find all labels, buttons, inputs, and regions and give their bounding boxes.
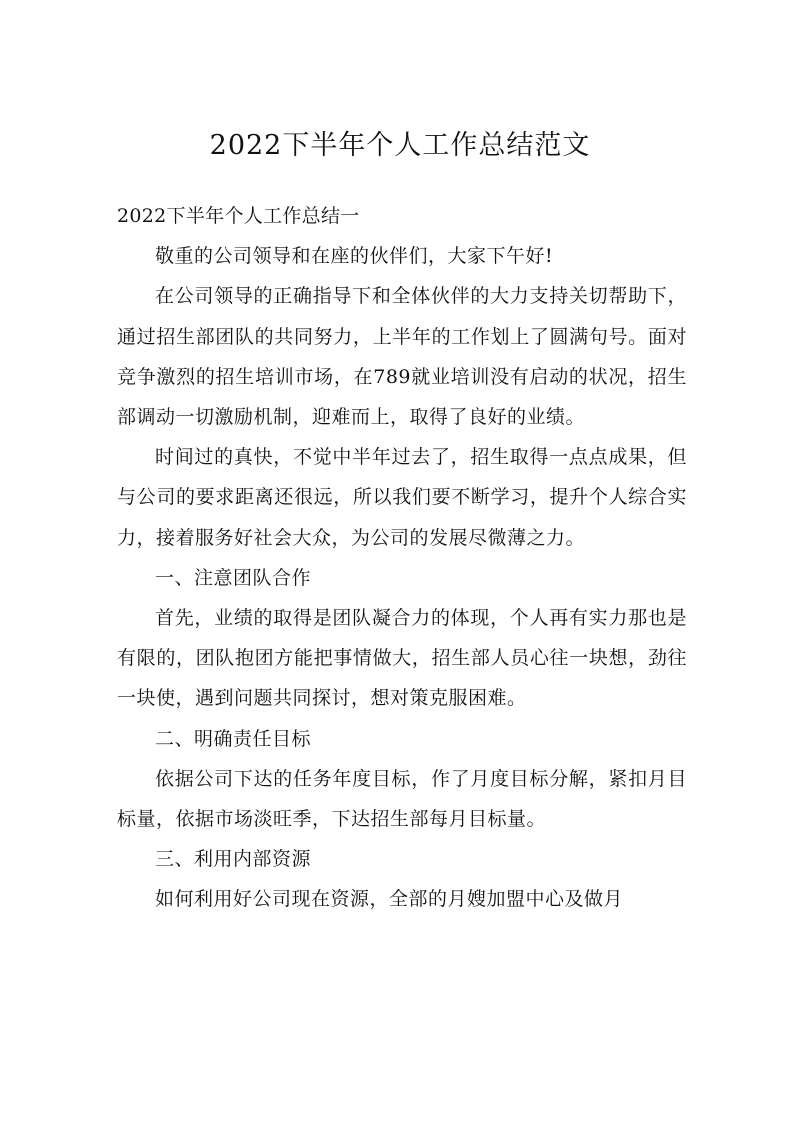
paragraph-resources: 如何利用好公司现在资源，全部的月嫂加盟中心及做月 [155, 888, 624, 911]
paragraph-teamwork: 首先，业绩的取得是团队凝合力的体现，个人再有实力那也是有限的，团队抱团方能把事情做大，招生部人员心往一块想，劲往一块使，遇到问题共同探讨，想对策克服困难。 [117, 607, 687, 710]
heading-teamwork: 一、注意团队合作 [155, 566, 312, 589]
document-title: 2022下半年个人工作总结范文 [209, 130, 591, 161]
section-subtitle: 2022下半年个人工作总结一 [117, 205, 360, 227]
paragraph-goals: 依据公司下达的任务年度目标，作了月度目标分解，紧扣月目标量，依据市场淡旺季，下达招生部每月目标量。 [117, 767, 687, 831]
paragraph-summary: 在公司领导的正确指导下和全体伙伴的大力支持关切帮助下，通过招生部团队的共同努力，上半年的工作划上了圆满句号。面对竞争激烈的招生培训市场，在789就业培训没有启动的状况，招生部调动一切激励机制，迎难而上，取得了良好的业绩。 [117, 285, 687, 429]
heading-resources: 三、利用内部资源 [155, 848, 312, 871]
paragraph-greeting: 敬重的公司领导和在座的伙伴们，大家下午好! [155, 245, 554, 268]
document-body [117, 196, 687, 920]
paragraph-reflection: 时间过的真快，不觉中半年过去了，招生取得一点点成果，但与公司的要求距离还很远，所以我们要不断学习，提升个人综合实力，接着服务好社会大众，为公司的发展尽微薄之力。 [117, 446, 687, 549]
heading-goals: 二、明确责任目标 [155, 727, 312, 750]
